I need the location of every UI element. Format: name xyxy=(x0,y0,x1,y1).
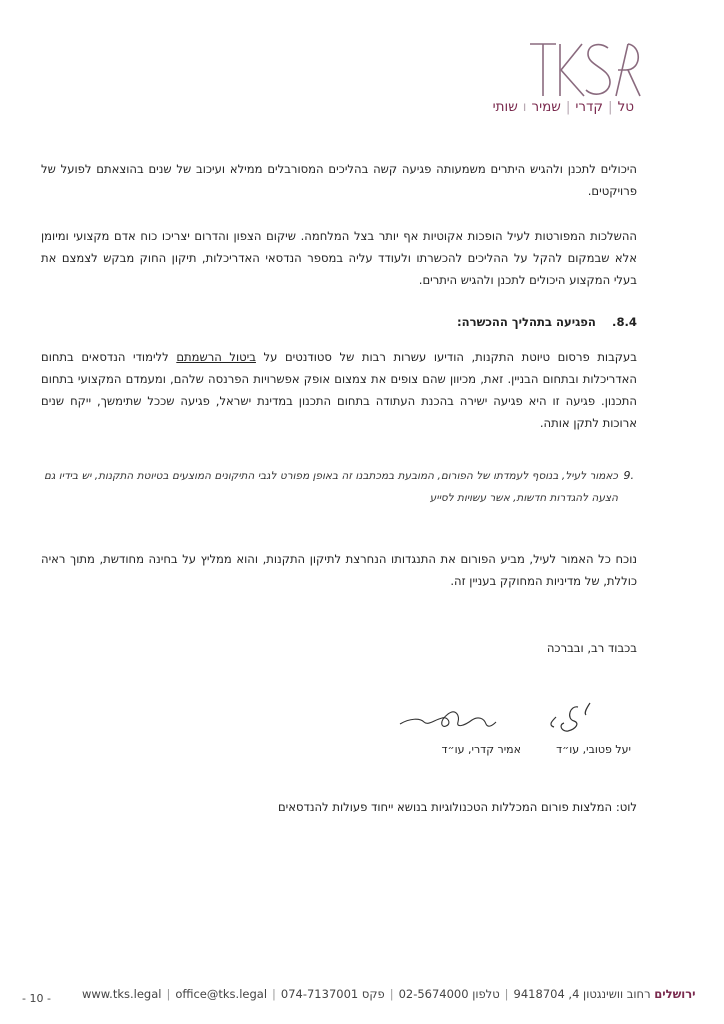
partner-name: טל xyxy=(617,99,634,115)
paragraph-1: היכולים לתכנן ולהגיש היתרים משמעותה פגיעה קשה בהליכים המסורבלים ממילא ועיכוב של שנים בהוצאתם לפועל של פרויקטים. xyxy=(41,162,637,198)
item-number: 9. xyxy=(623,469,634,482)
paragraph-2: ההשלכות המפורטות לעיל הופכות אקוטיות אף יותר בצל המלחמה. שיקום הצפון והדרום יצריכו כוח אדם מקצועי ומיומן אלא שבמקום להקל על ההליכים להכשרתו ולעודד עליה במספר הנדסאי האדריכלות, תיקון החוק מבקש לצמצם את בעלי המקצוע היכולים לתכנן ולהגיש היתרים. xyxy=(41,229,637,287)
footer-phone: טלפון 02-5674000 xyxy=(398,987,500,1001)
signature-1 xyxy=(540,695,600,737)
tksa-logo xyxy=(530,40,642,98)
section-number: 8.4. xyxy=(612,315,637,329)
item-text: כאמור לעיל, בנוסף לעמדתו של הפורום, המובעת במכתבנו זה באופן מפורט לגבי התיקונים המוצעים בטיוטת התקנות, יש בידיו גם הצעה להגדרות חדשות, אשר עשויות לסייע xyxy=(44,470,618,504)
paragraph-3-after: ללימודי הנדסאים בתחום האדריכלות ובתחום הבניין. זאת, מכיוון שהם צופים את צמצום אופק אפשרויות הפרנסה שלהם, ומעמדם המקצועי בתחום התכנון. פגיעה זו היא פגיעה ישירה בהכנת העתודה בתחום התכנון במדינת ישראל, פגיעה שככל שתימשך, ייקח שנים ארוכות לתקן אותה. xyxy=(41,350,637,430)
footer-city: ירושלים xyxy=(654,987,696,1001)
section-heading xyxy=(457,315,637,329)
partner-name: שמיר xyxy=(531,99,561,115)
closing-greeting: בכבוד רב, ובברכה xyxy=(546,641,637,655)
signature-2 xyxy=(398,704,498,734)
underlined-phrase: ביטול הרשמתם xyxy=(176,350,256,364)
section-title: הפגיעה בתהליך ההכשרה: xyxy=(456,315,596,329)
partner-name: שותי xyxy=(492,99,518,115)
paragraph-3-before: בעקבות פרסום טיוטת התקנות, הודיעו עשרות רבות של סטודנטים על xyxy=(255,350,637,364)
page-number: - 10 - xyxy=(22,992,51,1005)
attachment-note: לוט: המלצות פורום המכללות הטכנולוגיות בנושא ייחוד פעולות להנדסאים xyxy=(277,800,637,814)
separator: | xyxy=(608,99,613,115)
paragraph-4: נוכח כל האמור לעיל, מביע הפורום את התנגדותו הנחרצת לתיקון התקנות, והוא ממליץ על בחינה מחודשת, מתוך ראיה כוללת, של מדיניות המחוקק בעניין זה. xyxy=(41,552,637,588)
signer-2-name: אמיר קדרי, עו״ד xyxy=(441,743,521,756)
signer-1-name: יעל פטובי, עו״ד xyxy=(556,743,631,756)
partner-name: קדרי xyxy=(575,99,603,115)
separator: ו xyxy=(522,99,527,115)
separator: | xyxy=(565,99,571,115)
footer-fax: פקס 074-7137001 xyxy=(280,987,385,1001)
footer-contact: www.tks.legal | office@tks.legal | פקס 074-7137001 | טלפון 02-5674000 | ירושלים רחוב וושינגטון 4, 9418704 xyxy=(82,987,696,1001)
footer-email[interactable]: office@tks.legal xyxy=(175,987,268,1001)
list-item-9 xyxy=(44,465,634,509)
footer-address: רחוב וושינגטון 4, 9418704 xyxy=(513,987,651,1001)
footer-address-block xyxy=(514,987,696,1001)
footer-website[interactable]: www.tks.legal xyxy=(82,987,162,1001)
firm-tagline xyxy=(493,99,634,115)
paragraph-3 xyxy=(41,346,637,434)
logo-text: TKSA xyxy=(530,40,533,41)
